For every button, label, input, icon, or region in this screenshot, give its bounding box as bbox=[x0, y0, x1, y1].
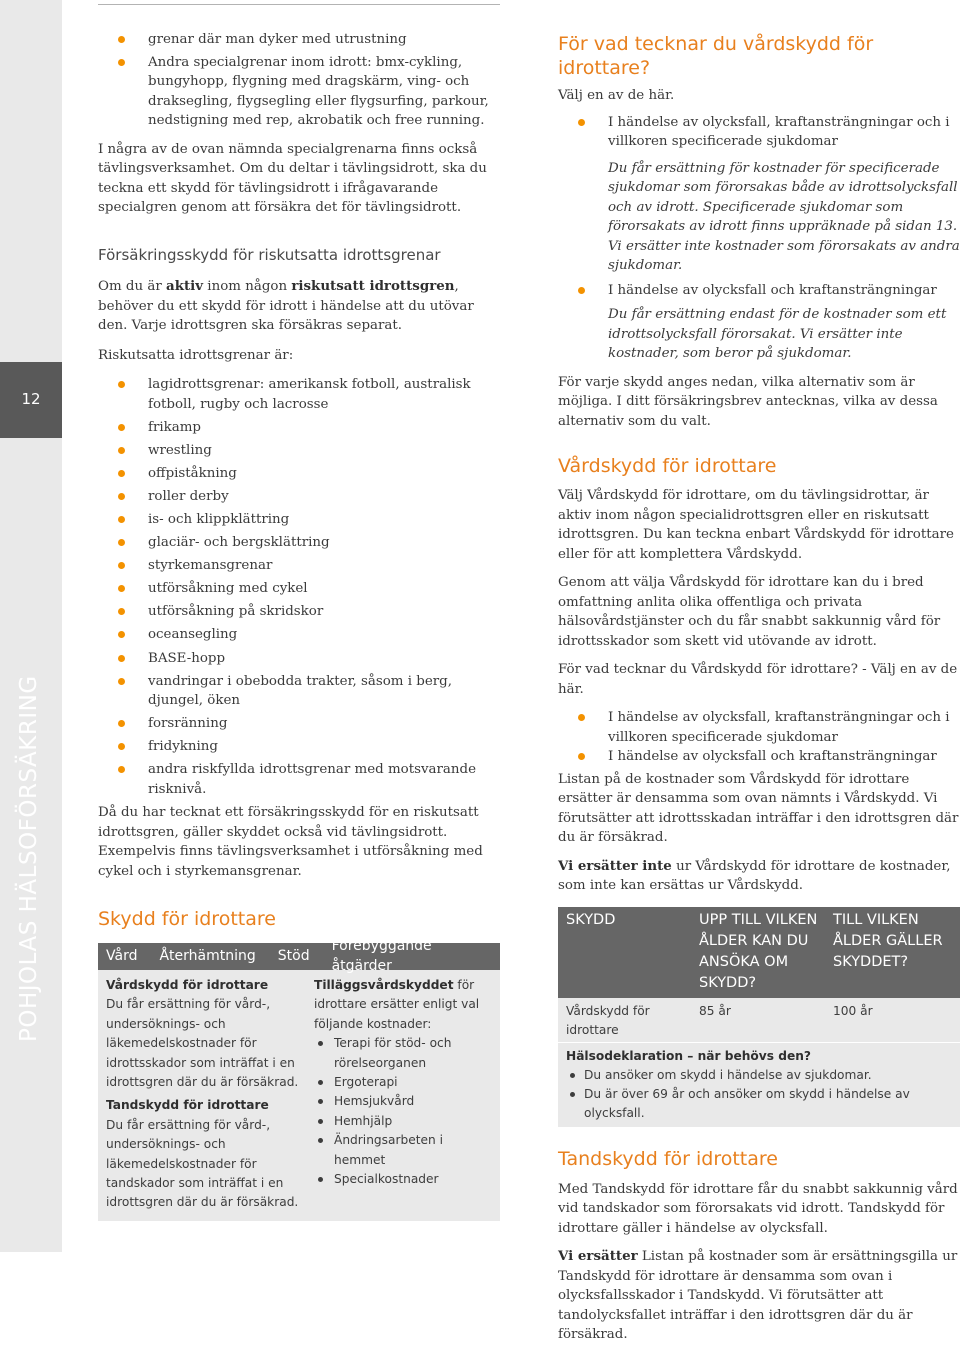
paragraph: Listan på de kostnader som Vårdskydd för idrottare ersätter är densamma som ovan nämnts i Vårdskydd. Vi förutsätter att idrottsskadan inträffar i den idrottsgren där du är försäkrad. bbox=[558, 771, 959, 845]
list-item: roller derby bbox=[98, 487, 501, 507]
heading-tandskydd: Tandskydd för idrottare bbox=[558, 1147, 778, 1170]
paragraph: Välj Vårdskydd för idrottare, om du tävlingsidrottar, är aktiv inom någon specialidrottsgren eller en riskutsatt idrottsgren. Du kan teckna enbart Vårdskydd för idrottare eller för att komplettera Vårdskydd. bbox=[558, 488, 954, 562]
list-item: Ergoterapi bbox=[314, 1073, 492, 1092]
left-column bbox=[98, 30, 501, 1221]
list-item: glaciär- och bergsklättring bbox=[98, 533, 501, 553]
list-item: I händelse av olycksfall och kraftansträngningar bbox=[558, 281, 960, 301]
list-item: Specialkostnader bbox=[314, 1170, 492, 1189]
options-list bbox=[558, 113, 960, 152]
vardskydd-options-list bbox=[558, 708, 960, 767]
page-number: 12 bbox=[0, 362, 62, 438]
list-item: oceansegling bbox=[98, 625, 501, 645]
sidebar-title: POHJOLAS HÄLSOFÖRSÄKRING bbox=[16, 675, 42, 1042]
list-item: utförsåkning med cykel bbox=[98, 579, 501, 599]
heading-why-care: För vad tecknar du vårdskydd för idrottare? bbox=[558, 33, 874, 79]
list-item: andra riskfyllda idrottsgrenar med motsvarande risknivå. bbox=[98, 760, 501, 799]
heading-risk-sports: Försäkringsskydd för riskutsatta idrottsgrenar bbox=[98, 245, 441, 264]
heading-vardskydd: Vårdskydd för idrottare bbox=[558, 455, 777, 477]
list-item: Ändringsarbeten i hemmet bbox=[314, 1131, 492, 1170]
list-item: vandringar i obebodda trakter, såsom i berg, djungel, öken bbox=[98, 672, 501, 711]
paragraph: Vi ersätter inte ur Vårdskydd för idrottare de kostnader, som inte kan ersättas ur Vårdskydd. bbox=[558, 857, 951, 893]
table-col-care: Vårdskydd för idrottare Du får ersättning för vård-, undersöknings- och läkemedelskostnader för idrottsskador som inträffat i en idrottsgren där du är försäkrad. Tandskydd för idrottare Du får ersättning för vård-, undersöknings- och läkemedelskostnader för tandskador som inträffat i en idrottsgren där du är försäkrad. bbox=[106, 978, 299, 1210]
list-item: lagidrottsgrenar: amerikansk fotboll, australisk fotboll, rugby och lacrosse bbox=[98, 375, 501, 414]
paragraph: För vad tecknar du Vårdskydd för idrottare? - Välj en av de här. bbox=[558, 662, 958, 697]
health-declaration-note: Hälsodeklaration – när behövs den? Du ansöker om skydd i händelse av sjukdomar. Du är över 69 år och ansöker om skydd i händelse av olycksfall. bbox=[558, 1042, 960, 1127]
table-header: SKYDD UPP TILL VILKEN ÅLDER KAN DU ANSÖKA OM SKYDD? TILL VILKEN ÅLDER GÄLLER SKYDDET? bbox=[558, 907, 960, 998]
risk-sports-list bbox=[98, 375, 501, 799]
list-item: Du är över 69 år och ansöker om skydd i händelse av olycksfall. bbox=[566, 1085, 952, 1123]
list-item: Hemsjukvård bbox=[314, 1092, 492, 1111]
option-note: Du får ersättning för kostnader för specificerade sjukdomar som förorsakas både av idrottsolycksfall och av idrott. Specificerade sjukdomar som förorsakats av idrott finns uppräknade på sidan 13. Vi ersätter inte kostnader som förorsakats av andra sjukdomar. bbox=[608, 160, 960, 273]
paragraph-active: Om du är aktiv inom någon riskutsatt idrottsgren, behöver du ett skydd för idrott i händelse att du utövar den. Varje idrottsgren ska försäkras separat. bbox=[98, 278, 474, 333]
list-item: BASE-hopp bbox=[98, 649, 501, 669]
list-item: styrkemansgrenar bbox=[98, 556, 501, 576]
list-item: Terapi för stöd- och rörelseorganen bbox=[314, 1034, 492, 1073]
list-item: Andra specialgrenar inom idrott: bmx-cykling, bungyhopp, flygning med dragskärm, ving- och draksegling, flygsegling eller flygsurfing, parkour, nedstigning med rep, akrobatik och free running. bbox=[98, 53, 501, 131]
list-item: fridykning bbox=[98, 737, 501, 757]
list-item: wrestling bbox=[98, 441, 501, 461]
right-column bbox=[558, 30, 960, 1345]
paragraph-competition: Då du har tecknat ett försäkringsskydd för en riskutsatt idrottsgren, gäller skyddet också vid tävlingsidrott. Exempelvis finns tävlingsverksamhet i utförsåkning med cykel och i styrkemansgrenar. bbox=[98, 805, 483, 879]
option-note: Du får ersättning endast för de kostnader som ett idrottsolycksfall förorsakat. Vi ersätter inte kostnader, som beror på sjukdomar. bbox=[608, 307, 947, 361]
paragraph: Genom att välja Vårdskydd för idrottare kan du i bred omfattning anlita olika offentliga och privata hälsovårdstjänster och du får snabbt sakkunnig vård för idrottsskador som skett vid utövande av idrott. bbox=[558, 575, 941, 649]
list-item: forsränning bbox=[98, 714, 501, 734]
sidebar bbox=[0, 0, 62, 1252]
list-item: is- och klippklättring bbox=[98, 510, 501, 530]
list-item: Hemhjälp bbox=[314, 1112, 492, 1131]
table-header: Vård Återhämtning Stöd Förebyggande åtgärder bbox=[98, 943, 500, 970]
top-divider bbox=[98, 4, 500, 5]
paragraph-risk-intro: Riskutsatta idrottsgrenar är: bbox=[98, 347, 294, 363]
paragraph: Med Tandskydd för idrottare får du snabbt sakkunnig vård vid tandskador som förorsakats vid idrott. Tandskydd för idrottare gäller i händelse av olycksfall. bbox=[558, 1181, 958, 1236]
list-item: Du ansöker om skydd i händelse av sjukdomar. bbox=[566, 1066, 952, 1085]
special-sports-list bbox=[98, 30, 501, 131]
list-item: grenar där man dyker med utrustning bbox=[98, 30, 501, 50]
paragraph: För varje skydd anges nedan, vilka alternativ som är möjliga. I ditt försäkringsbrev antecknas, vilka av dessa alternativ som du valt. bbox=[558, 374, 938, 429]
list-item: utförsåkning på skridskor bbox=[98, 602, 501, 622]
paragraph: I några av de ovan nämnda specialgrenarna finns också tävlingsverksamhet. Om du deltar i tävlingsidrott, ska du teckna ett skydd för tävlingsidrott i ifrågavarande specialgren genom att försäkra det för tävlingsidrott. bbox=[98, 141, 487, 215]
list-item: offpiståkning bbox=[98, 464, 501, 484]
list-item: I händelse av olycksfall och kraftansträngningar bbox=[558, 747, 960, 767]
age-table bbox=[558, 907, 960, 1127]
table-row: Vårdskydd för idrottare 85 år 100 år bbox=[558, 998, 960, 1042]
table-col-extra: Tilläggsvårdskyddet för idrottare ersätter enligt val följande kostnader: Terapi för stöd- och rörelseorganen Ergoterapi Hemsjukvård Hemhjälp Ändringsarbeten i hemmet Specialkostnader bbox=[306, 976, 492, 1213]
extra-care-list bbox=[314, 1034, 492, 1189]
choose-text: Välj en av de här. bbox=[558, 88, 675, 103]
list-item: I händelse av olycksfall, kraftansträngningar och i villkoren specificerade sjukdomar bbox=[558, 708, 960, 747]
list-item: frikamp bbox=[98, 418, 501, 438]
protection-table bbox=[98, 938, 500, 1221]
heading-skydd-idrottare: Skydd för idrottare bbox=[98, 908, 276, 930]
paragraph: Vi ersätter Listan på kostnader som är ersättningsgilla ur Tandskydd för idrottare är densamma som ovan i olycksfallsskador i Tandskydd. Vi förutsätter att tandolycksfallet inträffar i den idrottsgren där du är försäkrad. bbox=[558, 1248, 958, 1342]
list-item: I händelse av olycksfall, kraftansträngningar och i villkoren specificerade sjukdomar bbox=[558, 113, 960, 152]
